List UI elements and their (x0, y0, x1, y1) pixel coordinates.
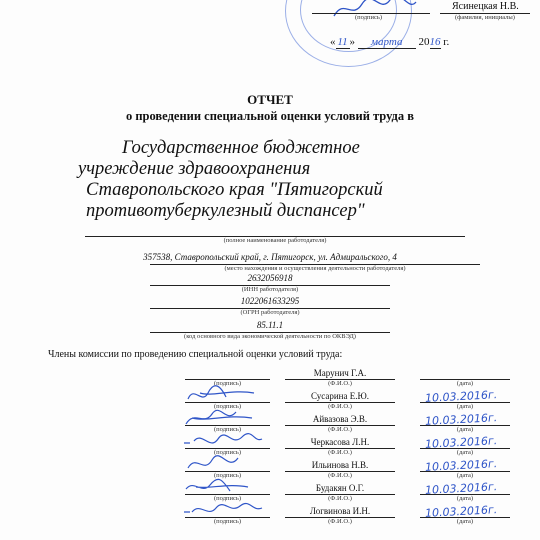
approval-signatory: Ясинецкая Н.В. (452, 1, 519, 12)
member-sign-caption: (подпись) (214, 518, 241, 525)
member-name: Айвазова Э.В. (312, 414, 368, 424)
org-name-line: противотуберкулезный диспансер" (86, 201, 365, 221)
org-name-line: Ставропольского края "Пятигорский (86, 180, 383, 200)
approval-date-day: 11 (337, 36, 348, 48)
member-name-caption: (Ф.И.О.) (328, 380, 352, 387)
org-inn-caption: (ИНН работодателя) (241, 286, 299, 293)
member-date: 10.03.2016г. (424, 503, 498, 520)
member-sign-caption: (подпись) (214, 495, 241, 502)
member-name-caption: (Ф.И.О.) (328, 472, 352, 479)
member-name: Логвинова И.Н. (309, 506, 371, 516)
member-sign-caption: (подпись) (214, 403, 241, 410)
org-inn: 2632056918 (247, 273, 293, 283)
report-title: ОТЧЕТ (247, 92, 293, 107)
member-date: 10.03.2016г. (424, 434, 498, 451)
member-name: Ильинова Н.В. (311, 460, 369, 470)
approval-date-year: 16 (429, 36, 441, 48)
member-name: Будакян О.Г. (315, 483, 365, 493)
approval-date-month: марта (358, 36, 416, 49)
member-sign-caption: (подпись) (214, 449, 241, 456)
member-name: Сусарина Е.Ю. (310, 391, 369, 401)
member-name-caption: (Ф.И.О.) (328, 426, 352, 433)
member-name-caption: (Ф.И.О.) (328, 518, 352, 525)
member-sign-caption: (подпись) (214, 426, 241, 433)
member-date-caption: (дата) (456, 426, 474, 433)
commission-heading: Члены комиссии по проведению специальной оценки условий труда: (48, 349, 343, 360)
member-name-caption: (Ф.И.О.) (328, 495, 352, 502)
member-date: 10.03.2016г. (424, 388, 498, 405)
org-address-caption: (место нахождения и осуществления деятельности работодателя) (224, 265, 406, 272)
org-name-line: учреждение здравоохранения (78, 159, 311, 179)
org-name-line: Государственное бюджетное (122, 138, 360, 158)
org-ogrn: 1022061633295 (240, 296, 300, 306)
org-ogrn-caption: (ОГРН работодателя) (240, 309, 300, 316)
org-name-caption: (полное наименование работодателя) (223, 237, 327, 244)
report-subtitle: о проведении специальной оценки условий труда в (125, 109, 415, 123)
org-address: 357538, Ставропольский край, г. Пятигорск, ул. Адмиральского, 4 (143, 252, 397, 262)
member-name-caption: (Ф.И.О.) (328, 403, 352, 410)
member-name-caption: (Ф.И.О.) (328, 449, 352, 456)
member-sign-caption: (подпись) (214, 472, 241, 479)
member-date-caption: (дата) (456, 403, 474, 410)
member-date-caption: (дата) (456, 472, 474, 479)
member-name: Марунич Г.А. (313, 368, 367, 378)
approval-name-caption: (фамилия, инициалы) (455, 14, 515, 21)
member-date-caption: (дата) (456, 380, 474, 387)
member-date-caption: (дата) (456, 495, 474, 502)
member-name: Черкасова Л.Н. (310, 437, 370, 447)
org-okved-caption: (код основного вида экономической деятельности по ОКВЭД) (184, 333, 356, 340)
member-date-caption: (дата) (456, 518, 474, 525)
org-name (70, 138, 490, 222)
member-date: 10.03.2016г. (424, 480, 498, 497)
org-okved: 85.11.1 (256, 320, 284, 330)
member-date-caption: (дата) (456, 449, 474, 456)
member-sign-caption: (подпись) (214, 380, 241, 387)
approval-date: « 11 » марта 2016 г. (330, 36, 450, 48)
member-date: 10.03.2016г. (424, 457, 498, 474)
member-date: 10.03.2016г. (424, 411, 498, 428)
approval-sign-caption: (подпись) (355, 14, 382, 21)
